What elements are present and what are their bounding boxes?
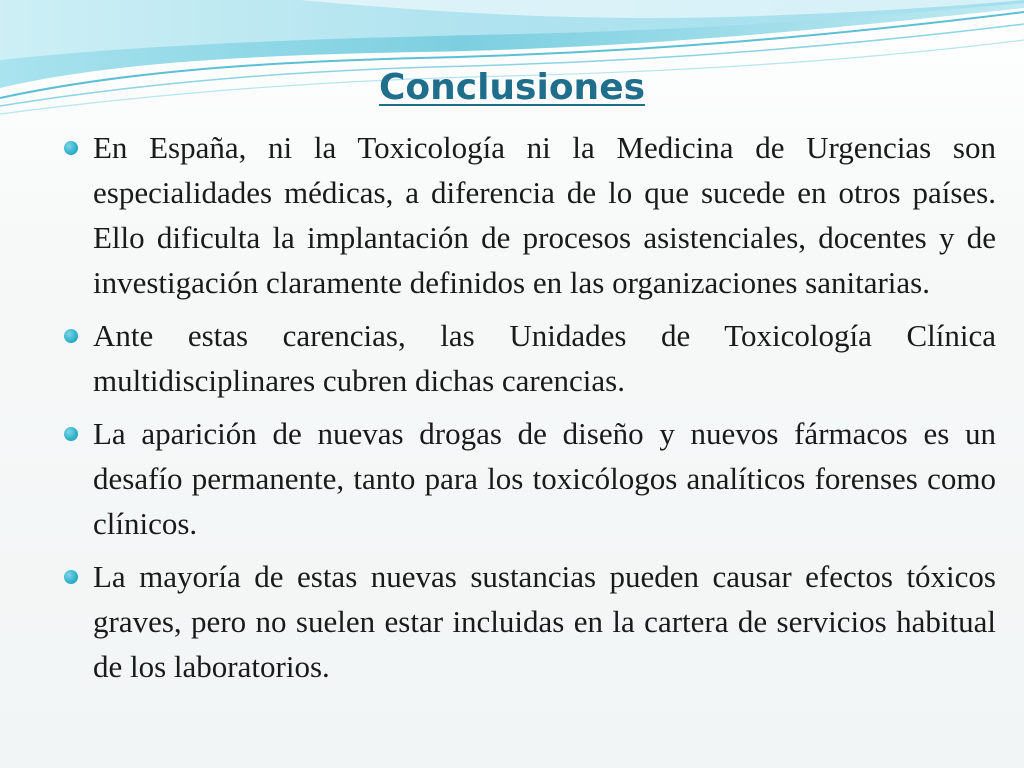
bullet-item [62,411,996,546]
bullet-text: La aparición de nuevas drogas de diseño y nuevos fármacos es un desafío permanente, tanto para los toxicólogos analíticos forenses como clínicos. [93,416,996,541]
bullet-dot-icon [64,329,78,343]
bullet-dot-icon [64,141,78,155]
bullet-item [62,125,996,305]
bullet-item [62,313,996,403]
bullet-item [62,554,996,689]
slide-title: Conclusiones [378,67,646,108]
bullet-list [62,125,996,697]
bullet-text: En España, ni la Toxicología ni la Medicina de Urgencias son especialidades médicas, a diferencia de lo que sucede en otros países. Ello dificulta la implantación de procesos asistenciales, docentes y de investigación claramente definidos en las organizaciones sanitarias. [93,130,996,300]
bullet-dot-icon [64,570,78,584]
bullet-text: Ante estas carencias, las Unidades de Toxicología Clínica multidisciplinares cubren dichas carencias. [93,318,996,398]
bullet-text: La mayoría de estas nuevas sustancias pueden causar efectos tóxicos graves, pero no suelen estar incluidas en la cartera de servicios habitual de los laboratorios. [93,559,996,684]
bullet-dot-icon [64,427,78,441]
